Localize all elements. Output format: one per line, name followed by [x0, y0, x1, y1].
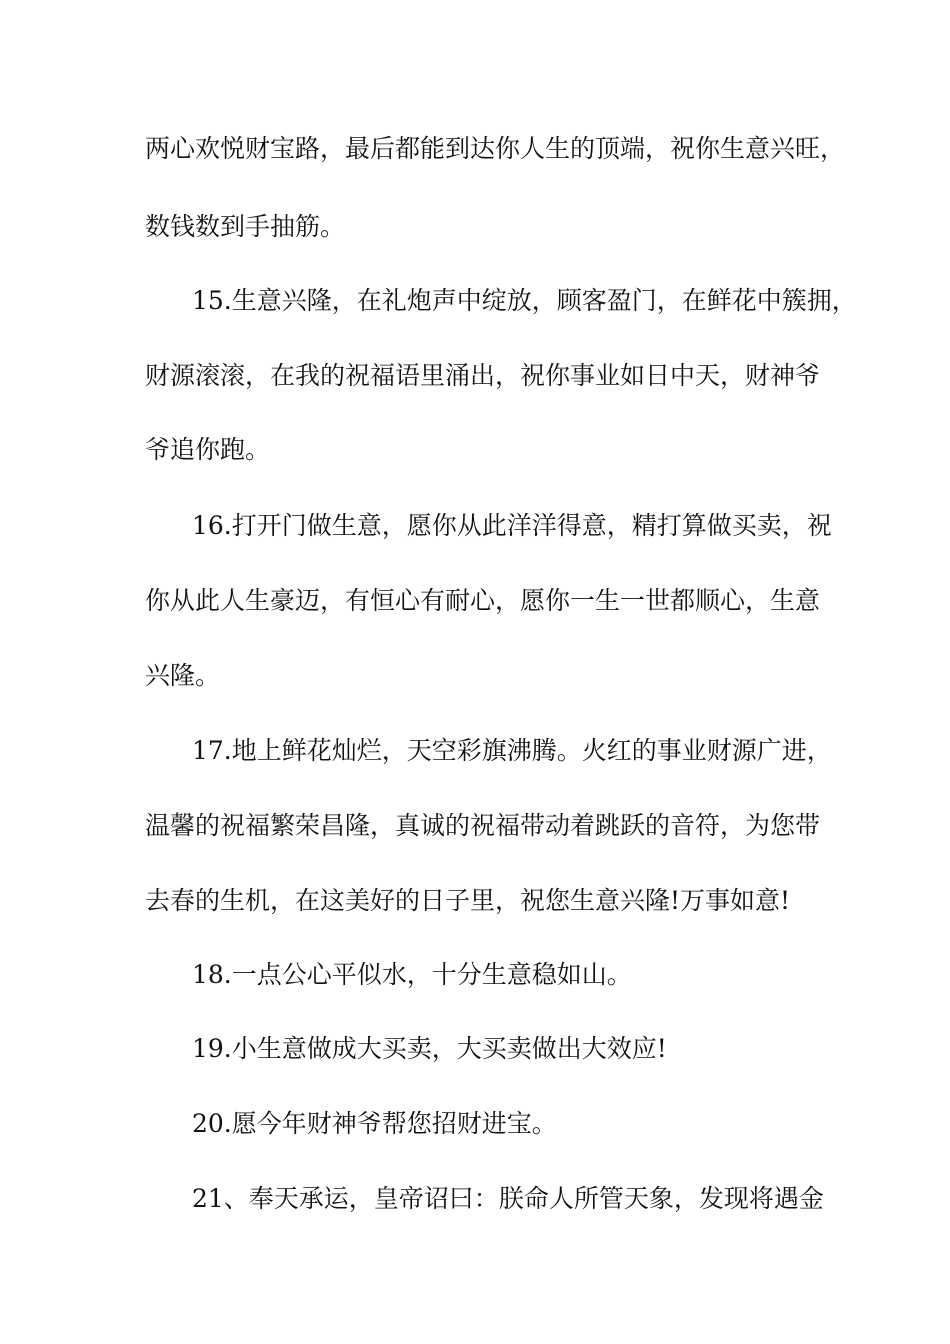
paragraph-line: 17.地上鲜花灿烂，天空彩旗沸腾。火红的事业财源广进， — [192, 736, 832, 765]
paragraph-line: 15.生意兴隆，在礼炮声中绽放，顾客盈门，在鲜花中簇拥， — [192, 286, 857, 315]
paragraph-line: 18.一点公心平似水，十分生意稳如山。 — [192, 960, 632, 989]
paragraph-line: 财源滚滚，在我的祝福语里涌出，祝你事业如日中天，财神爷 — [145, 361, 821, 390]
paragraph-line: 你从此人生豪迈，有恒心有耐心，愿你一生一世都顺心，生意 — [145, 586, 821, 615]
paragraph-line: 16.打开门做生意，愿你从此洋洋得意，精打算做买卖，祝 — [192, 511, 832, 540]
paragraph-line: 爷追你跑。 — [145, 435, 271, 464]
paragraph-line: 两心欢悦财宝路，最后都能到达你人生的顶端，祝你生意兴旺， — [145, 134, 846, 163]
paragraph-line: 20.愿今年财神爷帮您招财进宝。 — [192, 1109, 557, 1138]
paragraph-line: 去春的生机，在这美好的日子里，祝您生意兴隆!万事如意! — [145, 886, 791, 915]
paragraph-line: 数钱数到手抽筋。 — [145, 212, 346, 241]
paragraph-line: 21、奉天承运，皇帝诏曰：朕命人所管天象，发现将遇金 — [192, 1184, 824, 1213]
paragraph-line: 温馨的祝福繁荣昌隆，真诚的祝福带动着跳跃的音符，为您带 — [145, 811, 821, 840]
paragraph-line: 兴隆。 — [145, 661, 221, 690]
paragraph-line: 19.小生意做成大买卖，大买卖做出大效应! — [192, 1034, 667, 1063]
